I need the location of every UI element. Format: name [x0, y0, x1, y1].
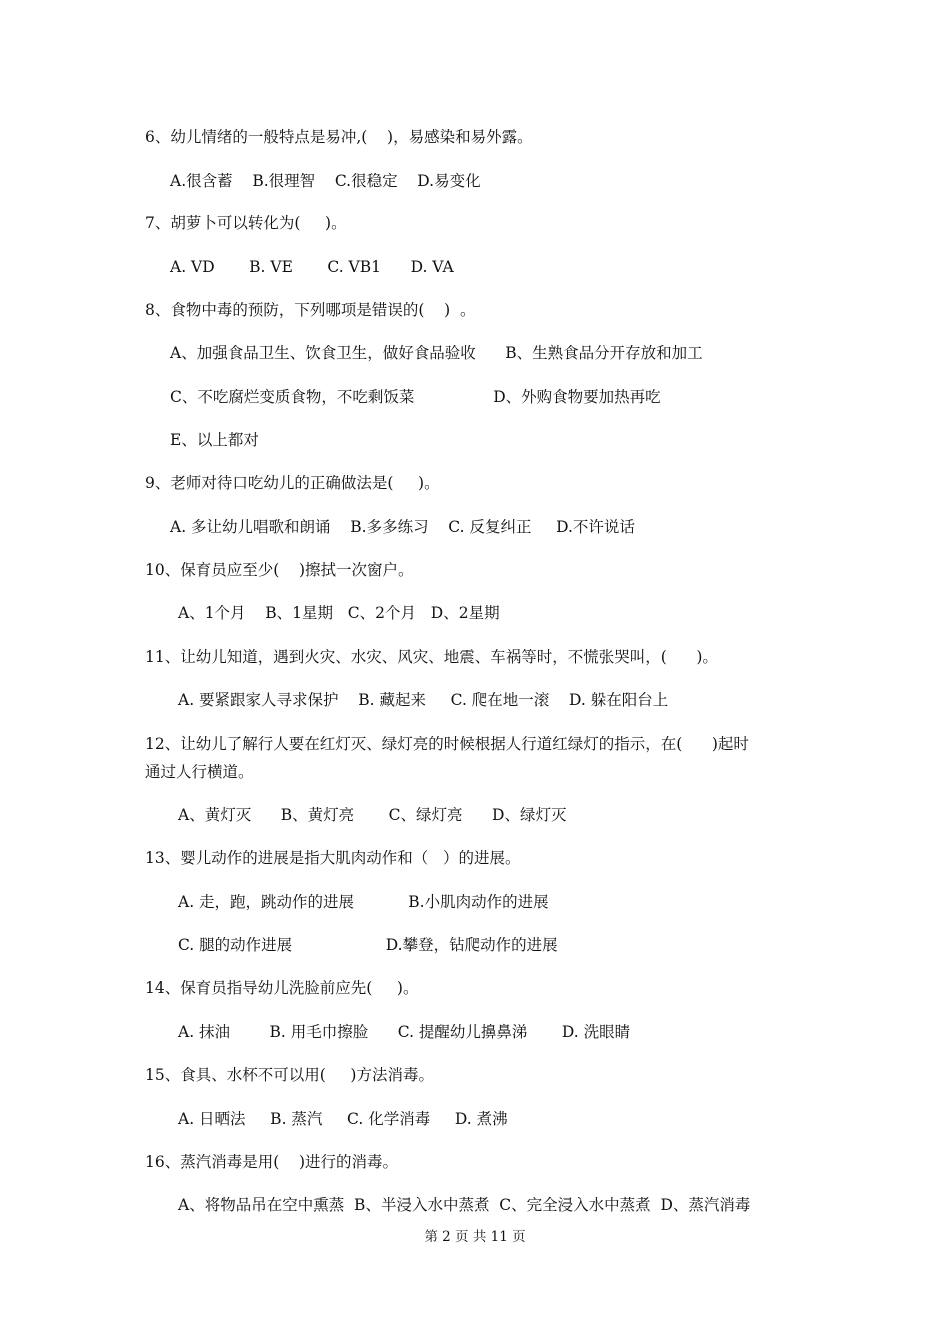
question-15-options: A. 日晒法 B. 蒸汽 C. 化学消毒 D. 煮沸: [178, 1110, 508, 1128]
question-8-options-cd: C、不吃腐烂变质食物，不吃剩饭菜 D、外购食物要加热再吃: [170, 388, 661, 406]
question-16: 16、蒸汽消毒是用( )进行的消毒。: [145, 1153, 399, 1171]
question-13: 13、婴儿动作的进展是指大肌肉动作和（ ）的进展。: [145, 849, 521, 867]
question-12: 12、让幼儿了解行人要在红灯灭、绿灯亮的时候根据人行道红绿灯的指示，在( )起时: [145, 735, 749, 753]
question-8-options-ab: A、加强食品卫生、饮食卫生，做好食品验收 B、生熟食品分开存放和加工: [170, 344, 703, 362]
page-footer: 第 2 页 共 11 页: [424, 1229, 526, 1245]
question-16-options: A、将物品吊在空中熏蒸 B、半浸入水中蒸煮 C、完全浸入水中蒸煮 D、蒸汽消毒: [178, 1196, 751, 1214]
question-15: 15、食具、水杯不可以用( )方法消毒。: [145, 1066, 434, 1084]
question-6: 6、幼儿情绪的一般特点是易冲,( )，易感染和易外露。: [145, 128, 533, 146]
question-13-options-ab: A. 走，跑，跳动作的进展 B.小肌肉动作的进展: [178, 893, 549, 911]
question-13-options-cd: C. 腿的动作进展 D.攀登，钻爬动作的进展: [178, 936, 558, 954]
question-7-options: A. VD B. VE C. VB1 D. VA: [170, 258, 454, 276]
question-7: 7、胡萝卜可以转化为( )。: [145, 214, 347, 232]
question-14-options: A. 抹油 B. 用毛巾擦脸 C. 提醒幼儿擤鼻涕 D. 洗眼睛: [178, 1023, 631, 1041]
question-9-options: A. 多让幼儿唱歌和朗诵 B.多多练习 C. 反复纠正 D.不许说话: [170, 518, 635, 536]
question-8: 8、食物中毒的预防，下列哪项是错误的( ) 。: [145, 301, 476, 319]
question-9: 9、老师对待口吃幼儿的正确做法是( )。: [145, 474, 440, 492]
question-12-options: A、黄灯灭 B、黄灯亮 C、绿灯亮 D、绿灯灭: [178, 806, 567, 824]
question-11: 11、让幼儿知道，遇到火灾、水灾、风灾、地震、车祸等时，不慌张哭叫，( )。: [145, 648, 718, 666]
question-6-options: A.很含蓄 B.很理智 C.很稳定 D.易变化: [170, 172, 481, 190]
question-11-options: A. 要紧跟家人寻求保护 B. 藏起来 C. 爬在地一滚 D. 躲在阳台上: [178, 691, 669, 709]
question-8-option-e: E、以上都对: [170, 431, 259, 449]
question-12-continued: 通过人行横道。: [145, 763, 254, 781]
question-14: 14、保育员指导幼儿洗脸前应先( )。: [145, 979, 419, 997]
question-10-options: A、1个月 B、1星期 C、2个月 D、2星期: [178, 604, 500, 622]
question-10: 10、保育员应至少( )擦拭一次窗户。: [145, 561, 414, 579]
